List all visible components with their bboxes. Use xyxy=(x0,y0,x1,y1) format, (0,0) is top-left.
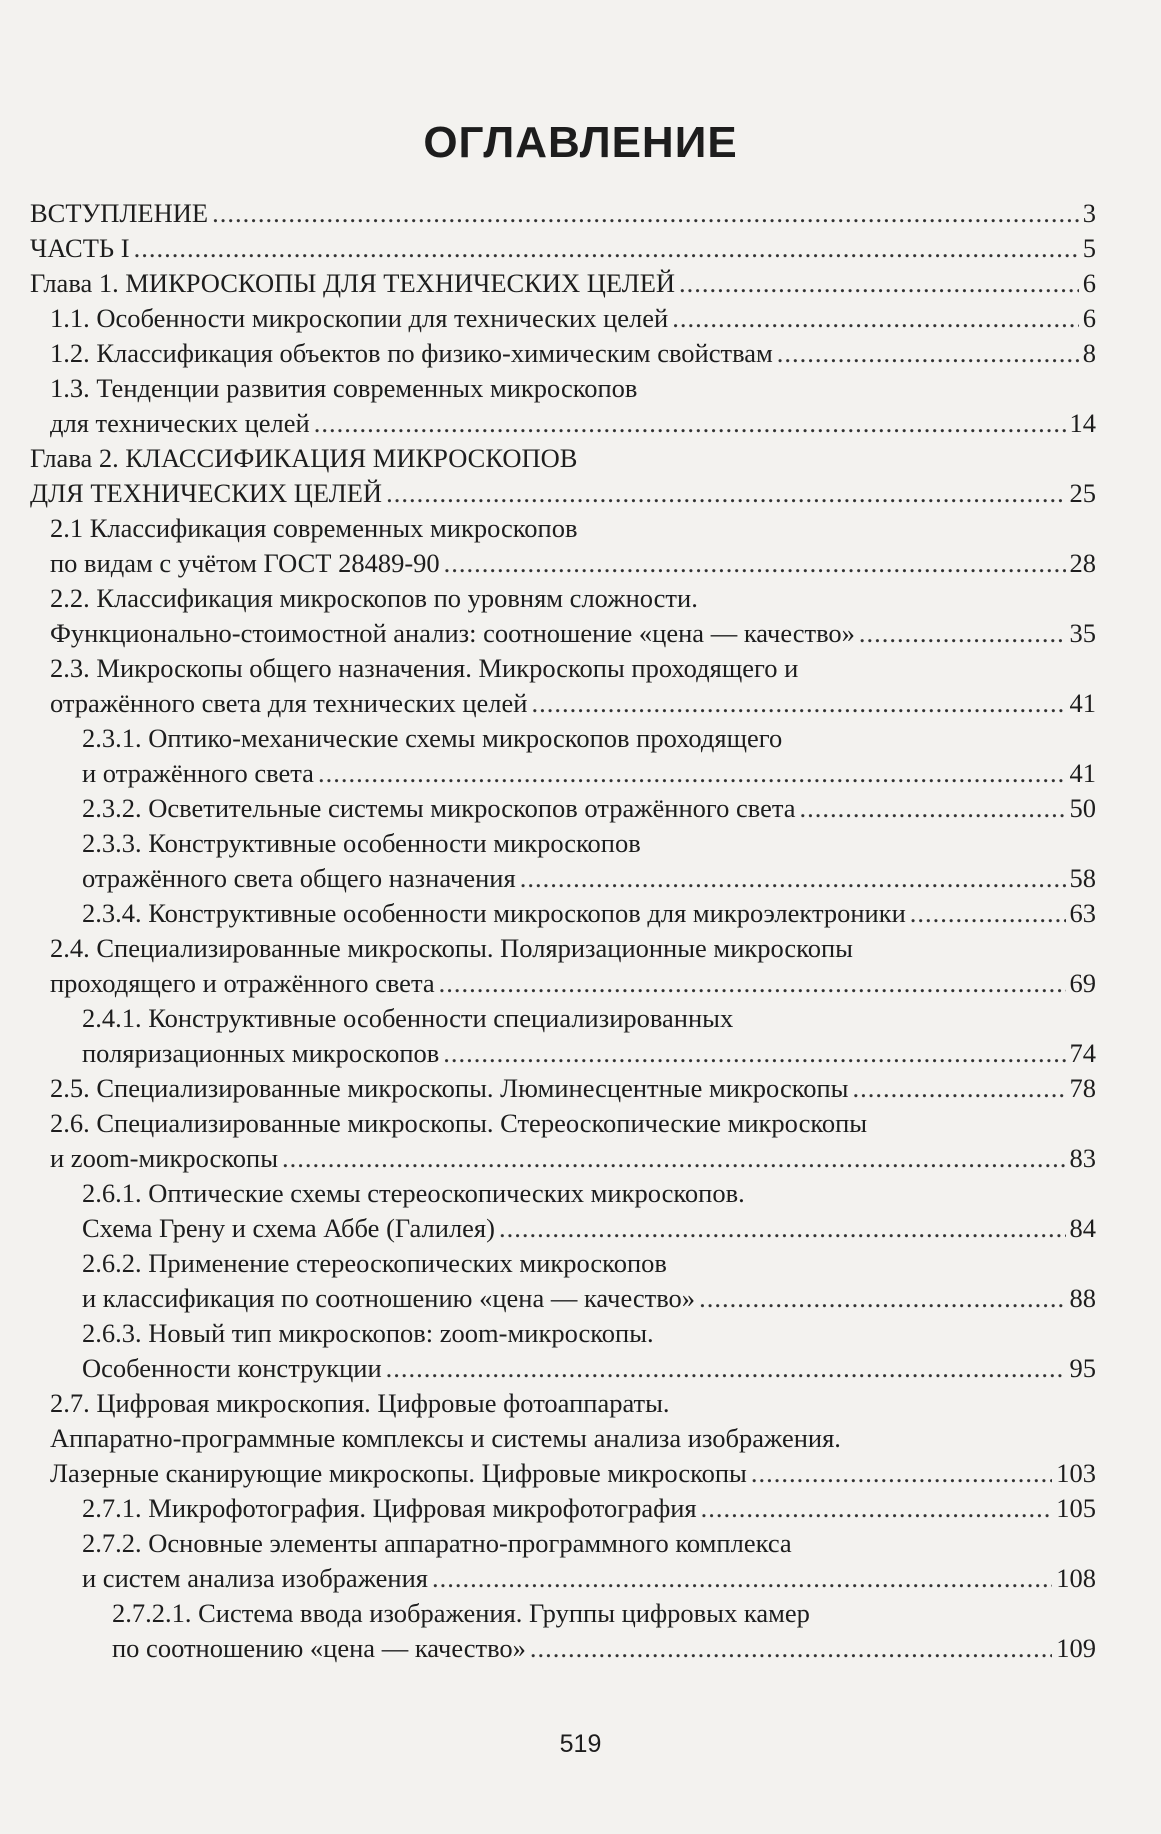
toc-dot-leader xyxy=(386,476,1065,511)
toc-dot-leader xyxy=(672,301,1079,336)
toc-entry-text: 1.2. Классификация объектов по физико-химическим свойствам xyxy=(50,338,773,368)
toc-page-number: 14 xyxy=(1069,408,1096,438)
toc-entry-row xyxy=(82,1561,1096,1596)
toc-page-number: 83 xyxy=(1069,1143,1096,1173)
toc-entry[interactable] xyxy=(30,266,1096,301)
toc-entry[interactable] xyxy=(30,441,1096,511)
toc-entry[interactable] xyxy=(30,651,1096,721)
toc-entry-text: 2.6. Специализированные микроскопы. Стереоскопические микроскопы xyxy=(50,1108,868,1138)
toc-entry-row xyxy=(50,336,1096,371)
toc-dot-leader xyxy=(432,1561,1052,1596)
toc-entry-row xyxy=(30,196,1096,231)
toc-dot-leader xyxy=(699,1281,1065,1316)
toc-dot-leader xyxy=(439,966,1066,1001)
toc-page-number: 5 xyxy=(1082,233,1096,263)
toc-entry[interactable] xyxy=(30,581,1096,651)
toc-dot-leader xyxy=(134,231,1079,266)
toc-entry-row xyxy=(50,301,1096,336)
toc-entry-row xyxy=(30,476,1096,511)
toc-page-number: 41 xyxy=(1069,688,1096,718)
toc-entry-row xyxy=(82,1211,1096,1246)
toc-page-number: 35 xyxy=(1069,618,1096,648)
toc-page-number: 88 xyxy=(1069,1283,1096,1313)
toc-entry-text: Схема Грену и схема Аббе (Галилея) xyxy=(82,1213,495,1243)
toc-entry-text: 2.4. Специализированные микроскопы. Поляризационные микроскопы xyxy=(50,933,853,963)
toc-page-number: 50 xyxy=(1069,793,1096,823)
toc-entry[interactable] xyxy=(30,511,1096,581)
toc-page-number: 8 xyxy=(1082,338,1096,368)
toc-entry[interactable] xyxy=(30,1386,1096,1491)
toc-page-number: 103 xyxy=(1056,1458,1096,1488)
toc-entry-row xyxy=(82,756,1096,791)
toc-entry-text: Глава 1. МИКРОСКОПЫ ДЛЯ ТЕХНИЧЕСКИХ ЦЕЛЕЙ xyxy=(30,268,676,298)
toc-dot-leader xyxy=(530,1631,1052,1666)
toc-entry-row xyxy=(50,546,1096,581)
toc-dot-leader xyxy=(701,1491,1053,1526)
toc-dot-leader xyxy=(314,406,1066,441)
toc-entry-row xyxy=(82,896,1096,931)
toc-dot-leader xyxy=(520,861,1066,896)
toc-entry-text: проходящего и отражённого света xyxy=(50,968,435,998)
toc-dot-leader xyxy=(859,616,1066,651)
toc-entry-text: 2.6.1. Оптические схемы стереоскопических микроскопов. xyxy=(82,1178,745,1208)
toc-dot-leader xyxy=(212,196,1079,231)
toc-entry-text: 2.7.1. Микрофотография. Цифровая микрофотография xyxy=(82,1493,697,1523)
toc-entry-text: 2.1 Классификация современных микроскопов xyxy=(50,513,578,543)
toc-dot-leader xyxy=(443,1036,1065,1071)
toc-entry-text: отражённого света для технических целей xyxy=(50,688,528,718)
toc-entry-row xyxy=(112,1631,1096,1666)
toc-entry-text: 2.7.2.1. Система ввода изображения. Группы цифровых камер xyxy=(112,1598,810,1628)
toc-entry-text: 2.6.3. Новый тип микроскопов: zoom-микроскопы. xyxy=(82,1318,654,1348)
toc-entry-text: 2.7.2. Основные элементы аппаратно-программного комплекса xyxy=(82,1528,792,1558)
toc-entry[interactable] xyxy=(30,791,1096,826)
page-number: 519 xyxy=(559,1730,602,1758)
toc-page-number: 6 xyxy=(1082,303,1096,333)
toc-entry-row xyxy=(50,406,1096,441)
toc-entry-text: 2.2. Классификация микроскопов по уровням сложности. xyxy=(50,583,698,613)
toc-entry-text: Лазерные сканирующие микроскопы. Цифровые микроскопы xyxy=(50,1458,747,1488)
toc-entry[interactable] xyxy=(30,931,1096,1001)
toc-entry-text: Особенности конструкции xyxy=(82,1353,382,1383)
toc-entry[interactable] xyxy=(30,1176,1096,1246)
toc-entry-text: 2.3. Микроскопы общего назначения. Микроскопы проходящего и xyxy=(50,653,799,683)
toc-page-number: 108 xyxy=(1056,1563,1096,1593)
toc-entry[interactable] xyxy=(30,1001,1096,1071)
toc-entry[interactable] xyxy=(30,336,1096,371)
toc-entry-row xyxy=(82,791,1096,826)
toc-entry-text: поляризационных микроскопов xyxy=(82,1038,440,1068)
toc-entry-text: и систем анализа изображения xyxy=(82,1563,428,1593)
toc-entry-text: и классификация по соотношению «цена — качество» xyxy=(82,1283,696,1313)
toc-entry[interactable] xyxy=(30,231,1096,266)
page-title: ОГЛАВЛЕНИЕ xyxy=(423,118,738,167)
toc-dot-leader xyxy=(910,896,1066,931)
toc-entry-text: 2.3.1. Оптико-механические схемы микроскопов проходящего xyxy=(82,723,783,753)
toc-page-number: 109 xyxy=(1056,1633,1096,1663)
toc-page-number: 105 xyxy=(1056,1493,1096,1523)
toc-entry-row xyxy=(30,231,1096,266)
toc-dot-leader xyxy=(318,756,1066,791)
toc-entry[interactable] xyxy=(30,1526,1096,1596)
toc-entry-row xyxy=(30,266,1096,301)
toc-entry-row xyxy=(82,1036,1096,1071)
toc-page-number: 63 xyxy=(1069,898,1096,928)
toc-entry[interactable] xyxy=(30,1106,1096,1176)
toc-entry-row xyxy=(82,1281,1096,1316)
toc-entry-text: ЧАСТЬ I xyxy=(30,233,130,263)
toc-page-number: 95 xyxy=(1069,1353,1096,1383)
toc-entry-row xyxy=(50,616,1096,651)
toc-entry-text: Функционально-стоимостной анализ: соотношение «цена — качество» xyxy=(50,618,855,648)
toc-entry[interactable] xyxy=(30,896,1096,931)
toc-dot-leader xyxy=(386,1351,1066,1386)
toc-dot-leader xyxy=(679,266,1079,301)
toc-dot-leader xyxy=(777,336,1079,371)
toc-entry-text: отражённого света общего назначения xyxy=(82,863,516,893)
toc-entry-text: Глава 2. КЛАССИФИКАЦИЯ МИКРОСКОПОВ xyxy=(30,443,578,473)
toc-entry-text: 2.3.4. Конструктивные особенности микроскопов для микроэлектроники xyxy=(82,898,906,928)
toc-dot-leader xyxy=(800,791,1066,826)
toc-entry-row xyxy=(50,686,1096,721)
toc-entry-text: ВСТУПЛЕНИЕ xyxy=(30,198,209,228)
toc-entry-text: Аппаратно-программные комплексы и системы анализа изображения. xyxy=(50,1423,841,1453)
toc-entry[interactable] xyxy=(30,196,1096,231)
toc-entry-row xyxy=(82,1491,1096,1526)
toc-entry-text: и zoom-микроскопы xyxy=(50,1143,279,1173)
toc-entry-text: 2.3.2. Осветительные системы микроскопов отражённого света xyxy=(82,793,796,823)
toc-dot-leader xyxy=(499,1211,1066,1246)
toc-dot-leader xyxy=(751,1456,1052,1491)
toc-entry-text: 2.6.2. Применение стереоскопических микроскопов xyxy=(82,1248,667,1278)
toc-entry[interactable] xyxy=(30,1491,1096,1526)
toc-entry[interactable] xyxy=(30,301,1096,336)
toc-dot-leader xyxy=(852,1071,1065,1106)
toc-entry-text: по соотношению «цена — качество» xyxy=(112,1633,526,1663)
toc-entry[interactable] xyxy=(30,826,1096,896)
toc-page-number: 6 xyxy=(1082,268,1096,298)
toc-entry[interactable] xyxy=(30,1596,1096,1666)
toc-page-number: 84 xyxy=(1069,1213,1096,1243)
toc-page-number: 78 xyxy=(1069,1073,1096,1103)
toc-dot-leader xyxy=(531,686,1065,721)
toc-entry[interactable] xyxy=(30,371,1096,441)
toc-page-number: 3 xyxy=(1082,198,1096,228)
toc-entry[interactable] xyxy=(30,1246,1096,1316)
toc-entry-text: 1.3. Тенденции развития современных микроскопов xyxy=(50,373,638,403)
toc-dot-leader xyxy=(444,546,1066,581)
toc-entry-text: 2.4.1. Конструктивные особенности специализированных xyxy=(82,1003,734,1033)
toc-entry-row xyxy=(50,1141,1096,1176)
toc-entry-text: 2.5. Специализированные микроскопы. Люминесцентные микроскопы xyxy=(50,1073,849,1103)
toc-page-number: 25 xyxy=(1069,478,1096,508)
toc-page-number: 28 xyxy=(1069,548,1096,578)
toc-entry-row xyxy=(50,1456,1096,1491)
toc-dot-leader xyxy=(282,1141,1065,1176)
toc-entry[interactable] xyxy=(30,721,1096,791)
toc-entry-text: по видам с учётом ГОСТ 28489-90 xyxy=(50,548,440,578)
toc-entry-text: ДЛЯ ТЕХНИЧЕСКИХ ЦЕЛЕЙ xyxy=(30,478,383,508)
toc-entry-row xyxy=(50,1071,1096,1106)
toc-entry-text: 2.3.3. Конструктивные особенности микроскопов xyxy=(82,828,641,858)
toc-entry-row xyxy=(50,966,1096,1001)
toc-entry[interactable] xyxy=(30,1316,1096,1386)
toc-entry-row xyxy=(82,1351,1096,1386)
toc-page-number: 74 xyxy=(1069,1038,1096,1068)
toc-entry-text: 2.7. Цифровая микроскопия. Цифровые фотоаппараты. xyxy=(50,1388,670,1418)
toc-page-number: 41 xyxy=(1069,758,1096,788)
toc-entry-text: для технических целей xyxy=(50,408,310,438)
toc-entry-row xyxy=(82,861,1096,896)
toc-entry-text: и отражённого света xyxy=(82,758,314,788)
toc-entry[interactable] xyxy=(30,1071,1096,1106)
table-of-contents xyxy=(30,196,1096,1666)
toc-entry-text: 1.1. Особенности микроскопии для технических целей xyxy=(50,303,669,333)
toc-page-number: 58 xyxy=(1069,863,1096,893)
toc-page-number: 69 xyxy=(1069,968,1096,998)
